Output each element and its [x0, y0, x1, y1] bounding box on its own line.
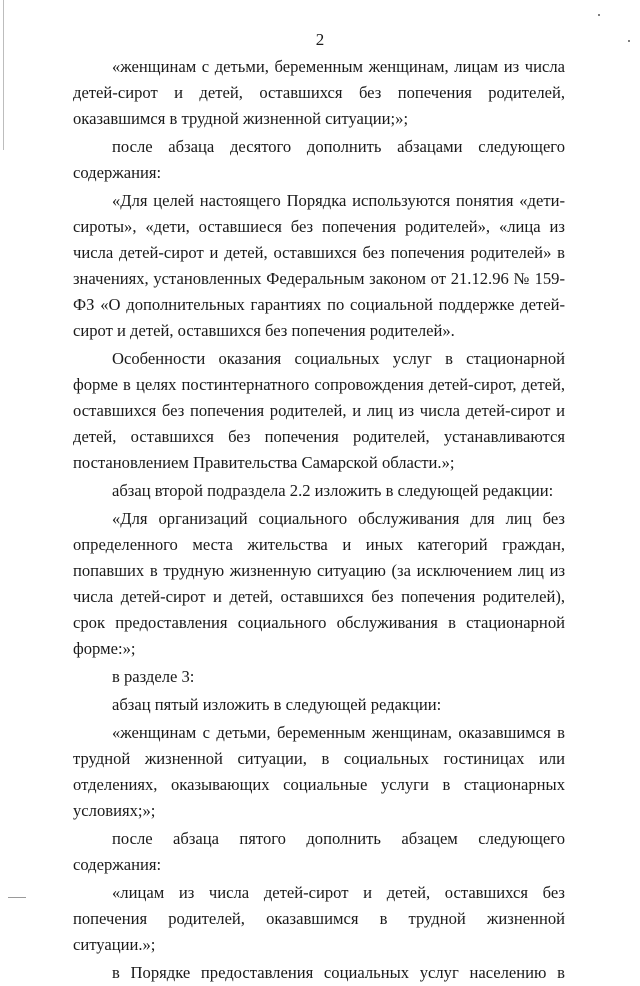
paragraph-11: «лицам из числа детей-сирот и детей, оставшихся без попечения родителей, оказавшимся в трудной жизненной ситуации.»;	[73, 883, 565, 954]
paragraph-6: «Для организаций социального обслуживания для лиц без определенного места жительства и иных категорий граждан, попавших в трудную жизненную ситуацию (за исключением лиц из числа детей-сирот и детей, оставшихся без попечения родителей), срок предоставления социального обслуживания в стационарной форме:»;	[73, 509, 565, 658]
paragraph-8: абзац пятый изложить в следующей редакции:	[112, 695, 442, 714]
paragraph-10: после абзаца пятого дополнить абзацем следующего содержания:	[73, 829, 565, 874]
scan-edge-line	[3, 0, 4, 150]
scan-speck	[598, 14, 600, 16]
paragraph-1: «женщинам с детьми, беременным женщинам, лицам из числа детей-сирот и детей, оставшихся без попечения родителей, оказавшимся в трудной жизненной ситуации;»;	[73, 57, 565, 128]
paragraph-2: после абзаца десятого дополнить абзацами следующего содержания:	[73, 137, 565, 182]
paragraph-7: в разделе 3:	[112, 667, 195, 686]
paragraph-4: Особенности оказания социальных услуг в стационарной форме в целях постинтернатного сопровождения детей-сирот, детей, оставшихся без попечения родителей, и лиц из числа детей-сирот и детей, оставшихся без попечения родителей, устанавливаются постановлением Правительства Самарской области.»;	[73, 349, 565, 472]
scan-bottom-mark	[8, 897, 26, 898]
paragraph-5: абзац второй подраздела 2.2 изложить в следующей редакции:	[112, 481, 554, 500]
page-number: 2	[315, 30, 325, 49]
paragraph-3: «Для целей настоящего Порядка используются понятия «дети-сироты», «дети, оставшиеся без попечения родителей», «лица из числа детей-сирот и детей, оставшихся без попечения родителей» в значениях, установленных Федеральным законом от 21.12.96 № 159-ФЗ «О дополнительных гарантиях по социальной поддержке детей-сирот и детей, оставшихся без попечения родителей».	[73, 191, 565, 340]
body-text	[73, 54, 565, 986]
paragraph-9: «женщинам с детьми, беременным женщинам, оказавшимся в трудной жизненной ситуации, в социальных гостиницах или отделениях, оказывающих социальные услуги в стационарных условиях;»;	[73, 723, 565, 820]
paragraph-12: в Порядке предоставления социальных услуг населению в	[112, 963, 565, 982]
